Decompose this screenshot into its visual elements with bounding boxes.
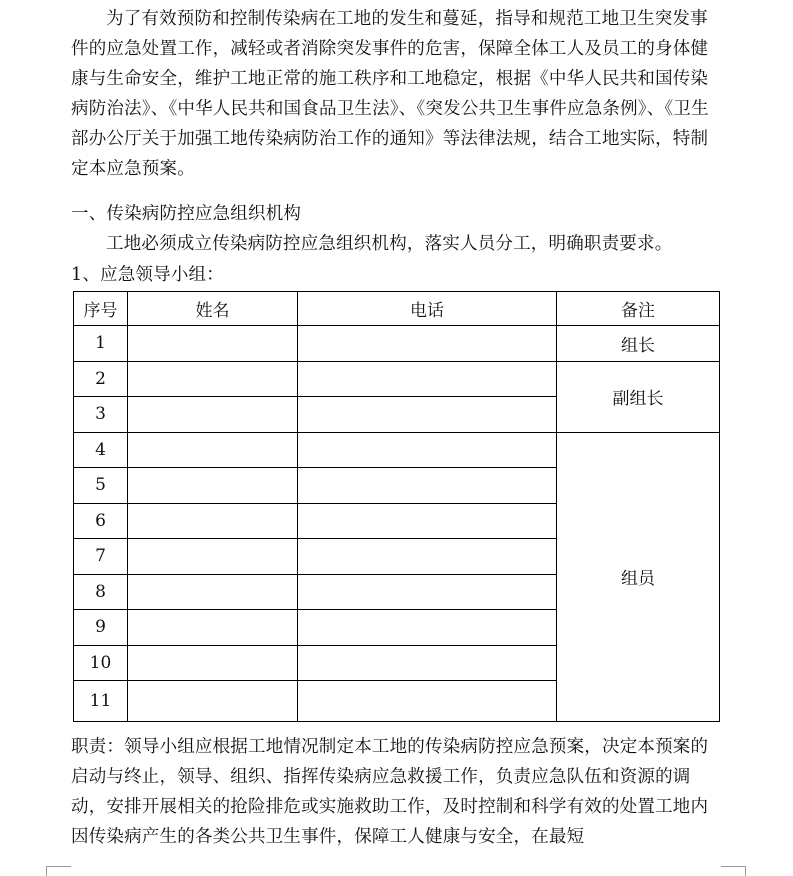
- row-number: 9: [74, 610, 128, 646]
- name-cell: [128, 468, 298, 504]
- remark-leader: 组长: [557, 326, 720, 362]
- remark-deputy: 副组长: [557, 361, 720, 432]
- header-name: 姓名: [128, 292, 298, 326]
- row-number: 1: [74, 326, 128, 362]
- header-no: 序号: [74, 292, 128, 326]
- section-heading: 一、传染病防控应急组织机构: [71, 204, 302, 224]
- phone-cell: [298, 361, 557, 397]
- header-phone: 电话: [298, 292, 557, 326]
- row-number: 8: [74, 574, 128, 610]
- row-number: 6: [74, 503, 128, 539]
- name-cell: [128, 574, 298, 610]
- duties-paragraph: 职责：领导小组应根据工地情况制定本工地的传染病防控应急预案，决定本预案的启动与终止，领导、组织、指挥传染病应急救援工作，负责应急队伍和资源的调动，安排开展相关的抢险排危或实施救助工作，及时控制和科学有效的处置工地内因传染病产生的各类公共卫生事件，保障工人健康与安全，在最短: [71, 737, 709, 847]
- table-header-row: [74, 292, 720, 326]
- name-cell: [128, 361, 298, 397]
- table-row: [74, 432, 720, 468]
- subsection-heading: 1、应急领导小组：: [71, 265, 224, 285]
- row-number: 7: [74, 539, 128, 575]
- name-cell: [128, 326, 298, 362]
- phone-cell: [298, 681, 557, 722]
- phone-cell: [298, 539, 557, 575]
- phone-cell: [298, 610, 557, 646]
- remark-member: 组员: [557, 432, 720, 722]
- name-cell: [128, 503, 298, 539]
- row-number: 2: [74, 361, 128, 397]
- row-number: 10: [74, 645, 128, 681]
- phone-cell: [298, 645, 557, 681]
- row-number: 5: [74, 468, 128, 504]
- name-cell: [128, 432, 298, 468]
- row-number: 4: [74, 432, 128, 468]
- phone-cell: [298, 397, 557, 433]
- name-cell: [128, 610, 298, 646]
- name-cell: [128, 645, 298, 681]
- table-row: [74, 326, 720, 362]
- row-number: 11: [74, 681, 128, 722]
- phone-cell: [298, 574, 557, 610]
- section-text: 工地必须成立传染病防控应急组织机构，落实人员分工，明确职责要求。: [106, 234, 673, 254]
- name-cell: [128, 539, 298, 575]
- phone-cell: [298, 503, 557, 539]
- name-cell: [128, 397, 298, 433]
- phone-cell: [298, 432, 557, 468]
- phone-cell: [298, 326, 557, 362]
- table-row: [74, 361, 720, 397]
- intro-paragraph: 为了有效预防和控制传染病在工地的发生和蔓延，指导和规范工地卫生突发事件的应急处置工作，减轻或者消除突发事件的危害，保障全体工人及员工的身体健康与生命安全，维护工地正常的施工秩序和工地稳定，根据《中华人民共和国传染病防治法》、《中华人民共和国食品卫生法》、《突发公共卫生事件应急条例》、《卫生部办公厅关于加强工地传染病防治工作的通知》等法律法规，结合工地实际，特制定本应急预案。: [71, 9, 709, 179]
- phone-cell: [298, 468, 557, 504]
- name-cell: [128, 681, 298, 722]
- row-number: 3: [74, 397, 128, 433]
- header-remark: 备注: [557, 292, 720, 326]
- leadership-table: [73, 291, 720, 722]
